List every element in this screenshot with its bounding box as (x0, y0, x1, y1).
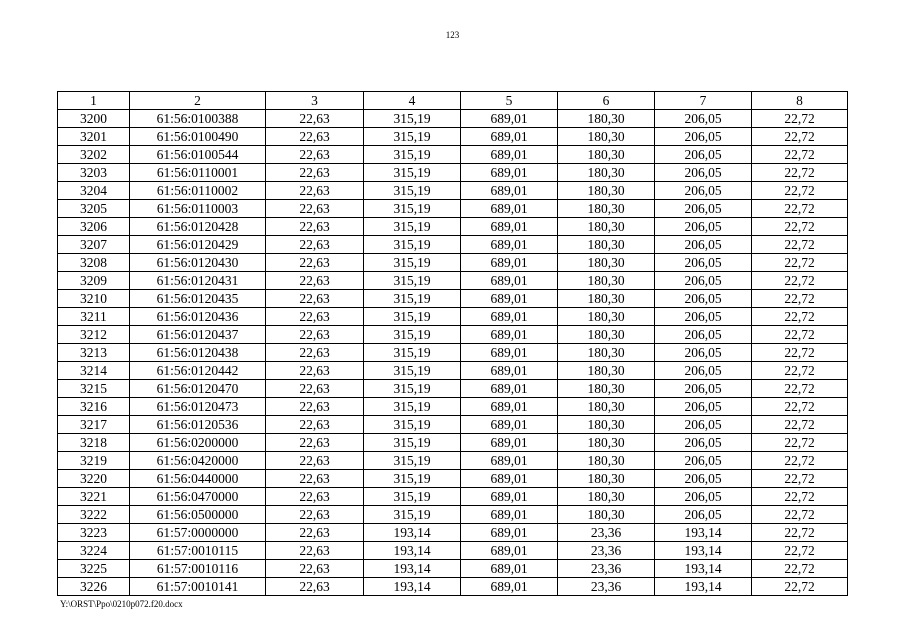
table-cell: 206,05 (655, 164, 752, 182)
table-cell: 61:56:0420000 (130, 452, 266, 470)
table-cell: 315,19 (364, 416, 461, 434)
table-cell: 206,05 (655, 470, 752, 488)
table-cell: 3205 (58, 200, 130, 218)
table-cell: 3200 (58, 110, 130, 128)
table-cell: 22,72 (752, 128, 848, 146)
table-cell: 3220 (58, 470, 130, 488)
table-cell: 3207 (58, 236, 130, 254)
table-cell: 689,01 (461, 542, 558, 560)
table-cell: 22,63 (266, 308, 364, 326)
table-cell: 22,63 (266, 344, 364, 362)
table-cell: 22,72 (752, 254, 848, 272)
table-cell: 61:57:0010141 (130, 578, 266, 596)
table-cell: 22,63 (266, 452, 364, 470)
table-cell: 206,05 (655, 146, 752, 164)
table-cell: 61:56:0100388 (130, 110, 266, 128)
table-cell: 22,63 (266, 398, 364, 416)
table-cell: 22,63 (266, 236, 364, 254)
table-cell: 22,72 (752, 110, 848, 128)
table-row (58, 380, 848, 398)
table-cell: 61:56:0120430 (130, 254, 266, 272)
table-cell: 180,30 (558, 182, 655, 200)
table-cell: 61:56:0440000 (130, 470, 266, 488)
table-cell: 180,30 (558, 398, 655, 416)
table-cell: 206,05 (655, 308, 752, 326)
table-cell: 22,72 (752, 470, 848, 488)
table-cell: 22,63 (266, 506, 364, 524)
table-cell: 180,30 (558, 416, 655, 434)
table-cell: 180,30 (558, 362, 655, 380)
table-cell: 206,05 (655, 218, 752, 236)
table-cell: 206,05 (655, 344, 752, 362)
table-cell: 3226 (58, 578, 130, 596)
table-cell: 22,72 (752, 236, 848, 254)
table-cell: 61:56:0500000 (130, 506, 266, 524)
table-row (58, 470, 848, 488)
table-cell: 61:56:0120429 (130, 236, 266, 254)
table-cell: 689,01 (461, 380, 558, 398)
table-cell: 315,19 (364, 308, 461, 326)
table-cell: 22,63 (266, 488, 364, 506)
table-cell: 22,63 (266, 542, 364, 560)
table-cell: 61:56:0120536 (130, 416, 266, 434)
table-cell: 3206 (58, 218, 130, 236)
table-cell: 315,19 (364, 488, 461, 506)
table-cell: 315,19 (364, 362, 461, 380)
table-cell: 689,01 (461, 524, 558, 542)
table-cell: 315,19 (364, 236, 461, 254)
table-cell: 61:56:0200000 (130, 434, 266, 452)
table-cell: 22,63 (266, 524, 364, 542)
table-cell: 315,19 (364, 146, 461, 164)
table-cell: 206,05 (655, 272, 752, 290)
table-cell: 193,14 (655, 560, 752, 578)
table-cell: 689,01 (461, 452, 558, 470)
table-cell: 22,63 (266, 416, 364, 434)
data-table (57, 91, 848, 596)
table-cell: 315,19 (364, 398, 461, 416)
table-body (58, 110, 848, 596)
table-cell: 315,19 (364, 254, 461, 272)
table-cell: 3212 (58, 326, 130, 344)
table-cell: 689,01 (461, 578, 558, 596)
table-cell: 22,72 (752, 290, 848, 308)
table-cell: 22,63 (266, 200, 364, 218)
table-cell: 22,63 (266, 128, 364, 146)
table-cell: 315,19 (364, 452, 461, 470)
table-cell: 315,19 (364, 218, 461, 236)
table-row (58, 164, 848, 182)
table-cell: 22,63 (266, 326, 364, 344)
table-cell: 689,01 (461, 434, 558, 452)
table-cell: 3215 (58, 380, 130, 398)
table-cell: 689,01 (461, 398, 558, 416)
table-cell: 206,05 (655, 434, 752, 452)
table-cell: 61:56:0120435 (130, 290, 266, 308)
table-cell: 61:56:0110001 (130, 164, 266, 182)
table-cell: 23,36 (558, 524, 655, 542)
table-cell: 22,72 (752, 326, 848, 344)
table-cell: 3225 (58, 560, 130, 578)
table-cell: 315,19 (364, 290, 461, 308)
table-cell: 22,72 (752, 200, 848, 218)
table-cell: 315,19 (364, 326, 461, 344)
table-cell: 180,30 (558, 110, 655, 128)
table-cell: 193,14 (655, 524, 752, 542)
table-row (58, 254, 848, 272)
table-cell: 61:56:0120470 (130, 380, 266, 398)
table-cell: 689,01 (461, 236, 558, 254)
table-cell: 22,63 (266, 182, 364, 200)
column-header: 8 (752, 92, 848, 110)
column-header: 2 (130, 92, 266, 110)
table-row (58, 128, 848, 146)
table-cell: 180,30 (558, 452, 655, 470)
table-cell: 61:56:0100544 (130, 146, 266, 164)
column-header: 5 (461, 92, 558, 110)
table-cell: 206,05 (655, 398, 752, 416)
table-cell: 3210 (58, 290, 130, 308)
column-header: 6 (558, 92, 655, 110)
table-cell: 3213 (58, 344, 130, 362)
table-cell: 3217 (58, 416, 130, 434)
column-header: 1 (58, 92, 130, 110)
table-cell: 22,63 (266, 290, 364, 308)
table-cell: 61:56:0100490 (130, 128, 266, 146)
table-cell: 180,30 (558, 290, 655, 308)
table-cell: 61:57:0010116 (130, 560, 266, 578)
table-cell: 315,19 (364, 272, 461, 290)
table-cell: 22,72 (752, 182, 848, 200)
table-row (58, 110, 848, 128)
table-cell: 180,30 (558, 326, 655, 344)
table-cell: 180,30 (558, 236, 655, 254)
table-cell: 61:56:0470000 (130, 488, 266, 506)
table-cell: 689,01 (461, 110, 558, 128)
table-row (58, 506, 848, 524)
table-cell: 23,36 (558, 560, 655, 578)
table-cell: 22,63 (266, 578, 364, 596)
table-row (58, 236, 848, 254)
table-cell: 22,72 (752, 416, 848, 434)
table-row (58, 416, 848, 434)
table-cell: 22,72 (752, 452, 848, 470)
table-cell: 193,14 (364, 578, 461, 596)
table-cell: 61:56:0120473 (130, 398, 266, 416)
table-cell: 206,05 (655, 236, 752, 254)
table-cell: 689,01 (461, 146, 558, 164)
table-row (58, 434, 848, 452)
table-cell: 689,01 (461, 200, 558, 218)
table-cell: 3201 (58, 128, 130, 146)
table-cell: 315,19 (364, 434, 461, 452)
table-cell: 315,19 (364, 470, 461, 488)
table-cell: 3208 (58, 254, 130, 272)
table-cell: 206,05 (655, 110, 752, 128)
table-cell: 22,63 (266, 146, 364, 164)
table-row (58, 326, 848, 344)
table-cell: 3216 (58, 398, 130, 416)
table-cell: 61:56:0110002 (130, 182, 266, 200)
table-cell: 22,72 (752, 578, 848, 596)
table-cell: 61:56:0120431 (130, 272, 266, 290)
table-cell: 22,63 (266, 110, 364, 128)
table-cell: 61:56:0120438 (130, 344, 266, 362)
table-cell: 689,01 (461, 254, 558, 272)
table-row (58, 524, 848, 542)
table-cell: 180,30 (558, 434, 655, 452)
table-cell: 22,72 (752, 434, 848, 452)
table-header (58, 92, 848, 110)
table-cell: 61:56:0120436 (130, 308, 266, 326)
table-cell: 22,63 (266, 434, 364, 452)
table-row (58, 218, 848, 236)
table-cell: 3204 (58, 182, 130, 200)
table-cell: 22,63 (266, 272, 364, 290)
table-cell: 689,01 (461, 560, 558, 578)
table-cell: 180,30 (558, 128, 655, 146)
table-cell: 22,63 (266, 380, 364, 398)
table-cell: 689,01 (461, 416, 558, 434)
table-cell: 61:56:0120428 (130, 218, 266, 236)
table-cell: 206,05 (655, 452, 752, 470)
table-cell: 3224 (58, 542, 130, 560)
table-cell: 315,19 (364, 200, 461, 218)
table-cell: 315,19 (364, 164, 461, 182)
table-cell: 180,30 (558, 146, 655, 164)
table-cell: 689,01 (461, 290, 558, 308)
table-cell: 61:57:0010115 (130, 542, 266, 560)
table-cell: 22,63 (266, 362, 364, 380)
table-cell: 689,01 (461, 308, 558, 326)
table-cell: 193,14 (364, 524, 461, 542)
table-cell: 22,72 (752, 542, 848, 560)
table-cell: 22,72 (752, 380, 848, 398)
table-cell: 206,05 (655, 506, 752, 524)
table-cell: 315,19 (364, 182, 461, 200)
table-cell: 180,30 (558, 506, 655, 524)
table-cell: 180,30 (558, 272, 655, 290)
table-cell: 689,01 (461, 272, 558, 290)
table-row (58, 344, 848, 362)
table-cell: 180,30 (558, 254, 655, 272)
table-cell: 61:57:0000000 (130, 524, 266, 542)
footer-file-path: Y:\ORST\Ppo\0210p072.f20.docx (60, 599, 183, 609)
table-row (58, 272, 848, 290)
table-cell: 180,30 (558, 164, 655, 182)
table-cell: 22,63 (266, 164, 364, 182)
table-cell: 689,01 (461, 182, 558, 200)
table-row (58, 578, 848, 596)
table-cell: 180,30 (558, 488, 655, 506)
table-cell: 3222 (58, 506, 130, 524)
table-cell: 22,72 (752, 344, 848, 362)
table-cell: 689,01 (461, 488, 558, 506)
table-cell: 61:56:0120442 (130, 362, 266, 380)
table-cell: 3214 (58, 362, 130, 380)
table-cell: 206,05 (655, 326, 752, 344)
table-row (58, 452, 848, 470)
table-cell: 22,72 (752, 218, 848, 236)
header-row (58, 92, 848, 110)
table-cell: 22,72 (752, 272, 848, 290)
table-row (58, 488, 848, 506)
table-row (58, 542, 848, 560)
table-cell: 206,05 (655, 290, 752, 308)
table-cell: 689,01 (461, 326, 558, 344)
table-cell: 22,72 (752, 308, 848, 326)
table-cell: 3211 (58, 308, 130, 326)
table-cell: 22,72 (752, 560, 848, 578)
table-cell: 180,30 (558, 308, 655, 326)
table-cell: 315,19 (364, 344, 461, 362)
table-cell: 22,72 (752, 362, 848, 380)
table-cell: 22,63 (266, 254, 364, 272)
table-cell: 206,05 (655, 488, 752, 506)
table-cell: 23,36 (558, 578, 655, 596)
table-cell: 206,05 (655, 416, 752, 434)
table-cell: 22,63 (266, 560, 364, 578)
table-cell: 23,36 (558, 542, 655, 560)
table-cell: 206,05 (655, 182, 752, 200)
table-cell: 22,72 (752, 524, 848, 542)
table-cell: 193,14 (364, 560, 461, 578)
table-cell: 193,14 (364, 542, 461, 560)
table-cell: 3218 (58, 434, 130, 452)
column-header: 3 (266, 92, 364, 110)
table-cell: 689,01 (461, 362, 558, 380)
table-cell: 206,05 (655, 254, 752, 272)
column-header: 7 (655, 92, 752, 110)
table-cell: 22,72 (752, 506, 848, 524)
page-number: 123 (445, 30, 460, 40)
table-cell: 315,19 (364, 128, 461, 146)
table-cell: 180,30 (558, 380, 655, 398)
table-cell: 22,72 (752, 398, 848, 416)
table-cell: 180,30 (558, 218, 655, 236)
table-cell: 206,05 (655, 128, 752, 146)
table-row (58, 290, 848, 308)
table-cell: 689,01 (461, 470, 558, 488)
table-cell: 689,01 (461, 164, 558, 182)
table-row (58, 200, 848, 218)
table-cell: 3219 (58, 452, 130, 470)
table-row (58, 398, 848, 416)
table-cell: 315,19 (364, 110, 461, 128)
table-cell: 689,01 (461, 218, 558, 236)
table-cell: 61:56:0120437 (130, 326, 266, 344)
table-row (58, 182, 848, 200)
table-cell: 180,30 (558, 200, 655, 218)
table-cell: 193,14 (655, 578, 752, 596)
table-cell: 193,14 (655, 542, 752, 560)
table-cell: 22,72 (752, 146, 848, 164)
table-cell: 206,05 (655, 200, 752, 218)
table-cell: 22,63 (266, 218, 364, 236)
table-cell: 180,30 (558, 344, 655, 362)
table-cell: 206,05 (655, 362, 752, 380)
table-cell: 689,01 (461, 344, 558, 362)
table-row (58, 362, 848, 380)
table-cell: 180,30 (558, 470, 655, 488)
table-row (58, 146, 848, 164)
table-row (58, 560, 848, 578)
table-cell: 315,19 (364, 380, 461, 398)
table-cell: 22,72 (752, 164, 848, 182)
table-cell: 315,19 (364, 506, 461, 524)
table-cell: 206,05 (655, 380, 752, 398)
table-cell: 3203 (58, 164, 130, 182)
table-cell: 22,63 (266, 470, 364, 488)
table-cell: 3202 (58, 146, 130, 164)
table-cell: 3221 (58, 488, 130, 506)
table-cell: 22,72 (752, 488, 848, 506)
table-cell: 3209 (58, 272, 130, 290)
table-cell: 3223 (58, 524, 130, 542)
table-cell: 689,01 (461, 128, 558, 146)
table-cell: 61:56:0110003 (130, 200, 266, 218)
table-row (58, 308, 848, 326)
table-cell: 689,01 (461, 506, 558, 524)
column-header: 4 (364, 92, 461, 110)
